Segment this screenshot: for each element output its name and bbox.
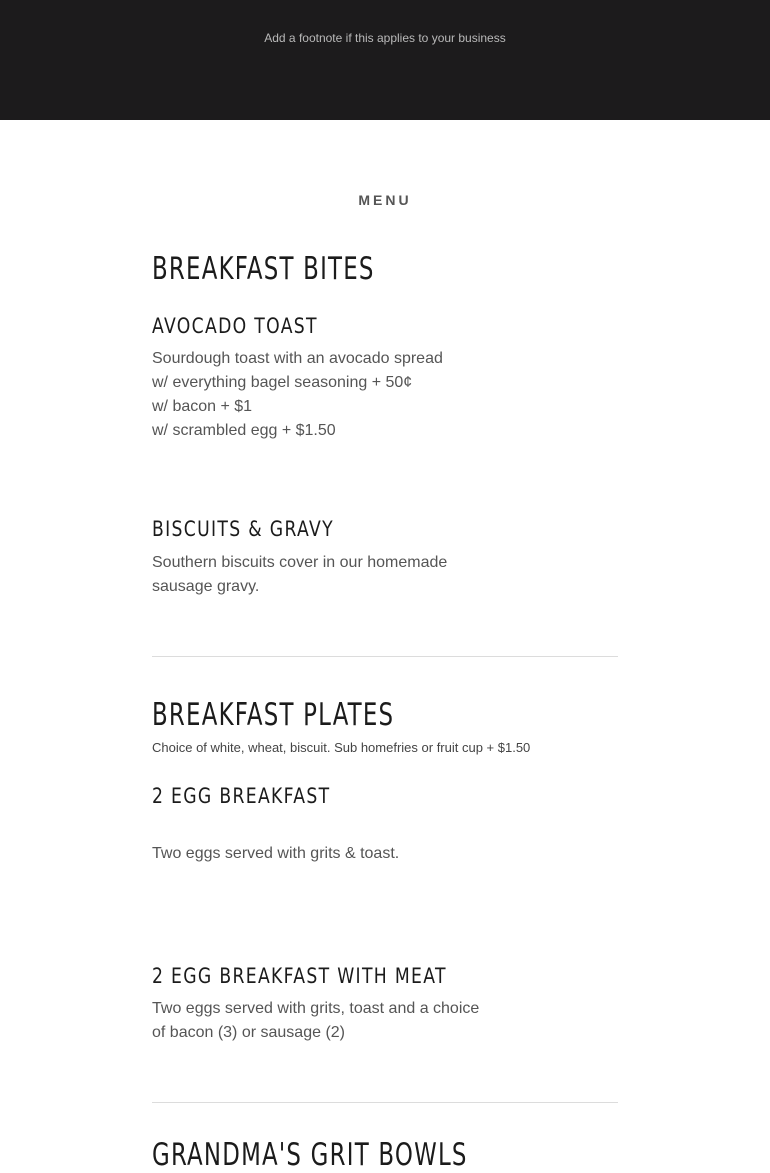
section-title-grandmas-grit-bowls: GRANDMA'S GRIT BOWLS — [152, 1137, 468, 1173]
item-description-line: of bacon (3) or sausage (2) — [152, 1024, 345, 1041]
item-title-avocado-toast: AVOCADO TOAST — [152, 314, 318, 338]
item-title-biscuits-gravy: BISCUITS & GRAVY — [152, 517, 334, 541]
section-title-breakfast-plates: BREAKFAST PLATES — [152, 697, 395, 733]
item-description-line: Two eggs served with grits & toast. — [152, 845, 400, 862]
section-divider — [152, 1102, 618, 1103]
footnote-text: Add a footnote if this applies to your business — [264, 31, 506, 45]
item-description-line: Two eggs served with grits, toast and a choice — [152, 1000, 480, 1017]
item-description-line: Sourdough toast with an avocado spread — [152, 350, 443, 367]
section-note: Choice of white, wheat, biscuit. Sub homefries or fruit cup + $1.50 — [152, 740, 531, 755]
item-title-2-egg-breakfast-with-meat: 2 EGG BREAKFAST WITH MEAT — [152, 964, 447, 988]
item-title-2-egg-breakfast: 2 EGG BREAKFAST — [152, 784, 331, 808]
section-divider — [152, 656, 618, 657]
item-description-line: w/ everything bagel seasoning + 50¢ — [152, 374, 413, 391]
item-description-line: sausage gravy. — [152, 578, 260, 595]
footer-banner — [0, 0, 770, 120]
item-description-2-egg-breakfast-with-meat — [152, 997, 492, 1045]
item-description-biscuits-gravy — [152, 551, 492, 599]
item-description-avocado-toast — [152, 347, 492, 443]
item-description-line: Southern biscuits cover in our homemade — [152, 554, 448, 571]
item-description-line: w/ bacon + $1 — [152, 398, 253, 415]
section-title-breakfast-bites: BREAKFAST BITES — [152, 251, 375, 287]
menu-heading: MENU — [358, 192, 412, 208]
item-description-2-egg-breakfast — [152, 842, 492, 866]
item-description-line: w/ scrambled egg + $1.50 — [152, 422, 336, 439]
